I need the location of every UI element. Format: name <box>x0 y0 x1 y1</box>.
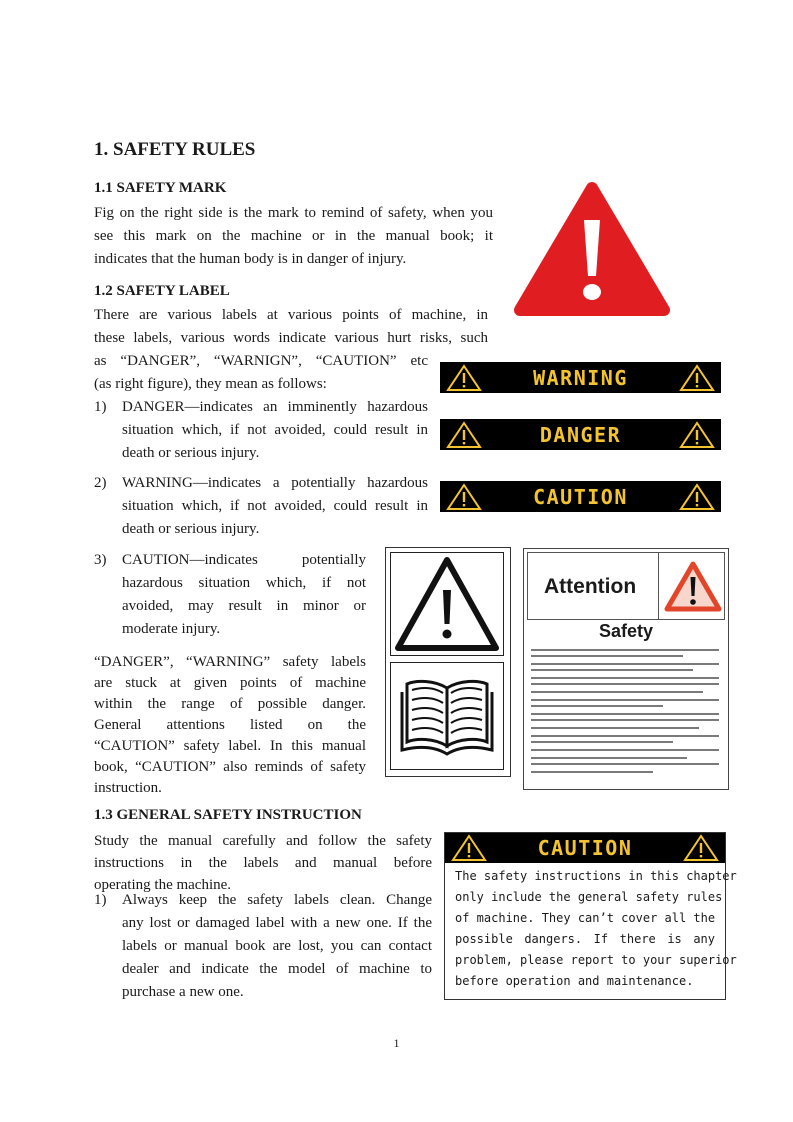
text-line: operating the machine. <box>94 877 232 893</box>
subsection-title-general-safety: 1.3 GENERAL SAFETY INSTRUCTION <box>94 807 362 823</box>
safety-label-paragraph-cont <box>94 350 428 396</box>
caution-box-label: CAUTION <box>537 836 633 860</box>
list-number: 2) <box>94 475 107 491</box>
text-line: possible dangers. If there is any <box>455 932 715 946</box>
list-number: 3) <box>94 552 107 568</box>
text-line: within the range of possible danger. <box>94 696 366 712</box>
caution-box <box>444 832 737 1000</box>
warning-label <box>440 362 721 393</box>
attention-sign-title: Attention <box>544 575 637 598</box>
text-line: these labels, various words indicate various hurt risks, such <box>94 330 488 346</box>
text-line: death or serious injury. <box>122 521 260 537</box>
text-line: labels or manual book are lost, you can contact <box>122 938 432 954</box>
page-number: 1 <box>393 1036 400 1050</box>
divider <box>658 553 659 619</box>
danger-label <box>440 419 721 450</box>
subsection-title-safety-mark: 1.1 SAFETY MARK <box>94 180 227 196</box>
pictogram-sign <box>385 547 511 777</box>
text-line: (as right figure), they mean as follows: <box>94 376 327 392</box>
text-line: of machine. They can’t cover all the <box>455 911 716 925</box>
warning-label-text: WARNING <box>533 365 628 390</box>
warning-triangle-icon <box>683 834 719 862</box>
warning-triangle-icon <box>679 421 715 449</box>
section-heading: 1. SAFETY RULES <box>94 139 256 160</box>
text-line: as “DANGER”, “WARNIGN”, “CAUTION” etc <box>94 353 428 369</box>
text-line: “DANGER”, “WARNING” safety labels <box>94 654 366 670</box>
caution-label <box>440 481 721 512</box>
text-line: situation which, if not avoided, could result in <box>122 498 428 514</box>
warning-triangle-icon <box>679 364 715 392</box>
text-line: hazardous situation which, if not <box>122 575 366 591</box>
text-line: WARNING—indicates a potentially hazardous <box>122 475 428 491</box>
text-line: see this mark on the machine or in the manual book; it <box>94 228 493 244</box>
warning-triangle-icon <box>446 483 482 511</box>
text-line: indicates that the human body is in danger of injury. <box>94 251 407 267</box>
text-line: “CAUTION” safety label. In this manual <box>94 738 366 754</box>
text-line: instruction. <box>94 780 162 796</box>
subsection-title-safety-label: 1.2 SAFETY LABEL <box>94 283 230 299</box>
safety-label-notes-paragraph <box>94 652 366 799</box>
attention-sign-header <box>527 552 725 620</box>
text-line: death or serious injury. <box>122 445 260 461</box>
attention-sign-fine-print <box>527 645 723 783</box>
text-line: are stuck at given points of machine <box>94 675 366 691</box>
text-line: instructions in the labels and manual before <box>94 855 432 871</box>
safety-mark-paragraph <box>94 202 493 271</box>
read-manual-icon <box>390 662 504 770</box>
text-line: The safety instructions in this chapter <box>455 869 737 883</box>
text-line: before operation and maintenance. <box>455 974 694 988</box>
attention-sign-subtitle: Safety <box>598 621 654 641</box>
text-line: General attentions listed on the <box>94 717 366 733</box>
text-line: avoided, may result in minor or <box>122 598 366 614</box>
safety-label-paragraph <box>94 304 488 350</box>
general-safety-paragraph <box>94 830 432 896</box>
warning-triangle-icon <box>446 421 482 449</box>
text-line: Study the manual carefully and follow the safety <box>94 833 432 849</box>
text-line: only include the general safety rules <box>455 890 723 904</box>
red-warning-triangle-icon <box>664 561 722 613</box>
warning-triangle-icon <box>451 834 487 862</box>
warning-triangle-icon <box>446 364 482 392</box>
text-line: purchase a new one. <box>122 984 244 1000</box>
text-line: DANGER—indicates an imminently hazardous <box>122 399 428 415</box>
caution-box-text <box>455 866 737 992</box>
text-line: moderate injury. <box>122 621 221 637</box>
exclamation-triangle-icon <box>390 552 504 656</box>
text-line: book, “CAUTION” also reminds of safety <box>94 759 366 775</box>
caution-box-header <box>445 833 725 863</box>
warning-triangle-icon <box>679 483 715 511</box>
text-line: CAUTION—indicates potentially <box>122 552 366 568</box>
list-number: 1) <box>94 892 107 908</box>
attention-sign <box>523 548 729 790</box>
text-line: situation which, if not avoided, could result in <box>122 422 428 438</box>
text-line: There are various labels at various points of machine, in <box>94 307 488 323</box>
text-line: any lost or damaged label with a new one. If the <box>122 915 432 931</box>
text-line: Always keep the safety labels clean. Change <box>122 892 432 908</box>
danger-label-text: DANGER <box>539 422 622 447</box>
safety-mark-triangle-icon <box>512 180 672 320</box>
caution-label-text: CAUTION <box>533 484 628 509</box>
list-number: 1) <box>94 399 107 415</box>
text-line: problem, please report to your superior <box>455 953 737 967</box>
text-line: Fig on the right side is the mark to remind of safety, when you <box>94 205 493 221</box>
text-line: dealer and indicate the model of machine to <box>122 961 432 977</box>
